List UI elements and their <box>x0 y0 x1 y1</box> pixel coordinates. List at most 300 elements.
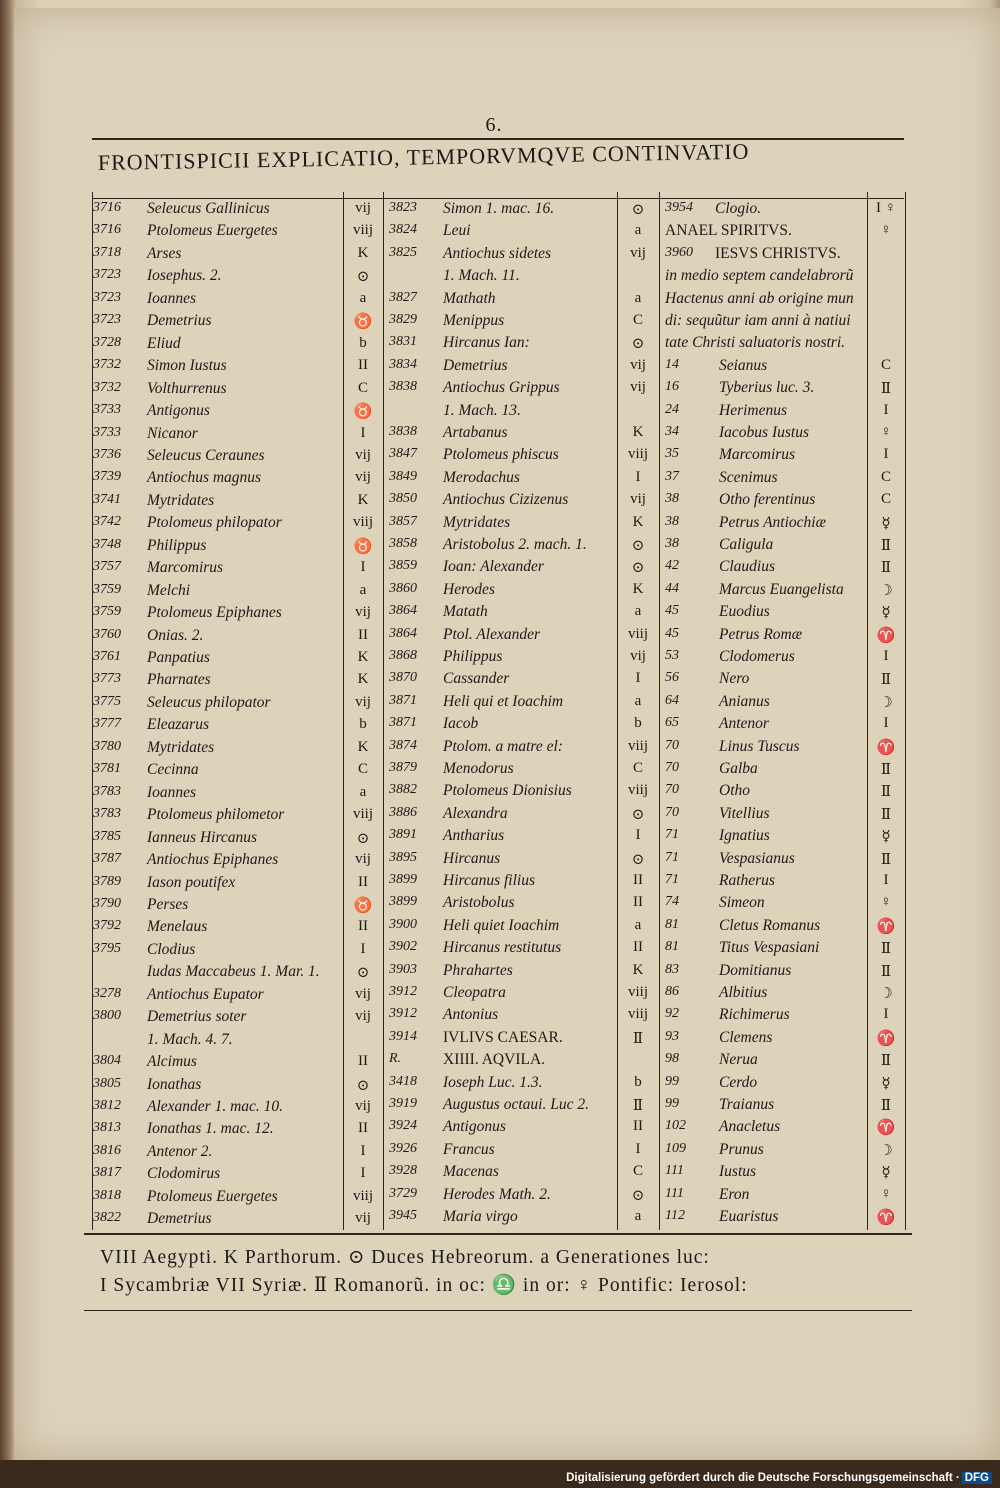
chronology-entry <box>665 670 865 693</box>
entry-mark: ♈ <box>876 627 896 644</box>
entry-year: 3773 <box>93 671 121 687</box>
entry-year: 3895 <box>389 849 417 865</box>
chronology-entry <box>93 761 343 784</box>
entry-name: Linus Tuscus <box>719 737 800 755</box>
entry-mark: K <box>632 424 644 440</box>
entry-mark: C <box>880 468 891 485</box>
entry-mark: vij <box>355 446 371 463</box>
entry-name: Arses <box>147 244 182 262</box>
entry-name: Demetrius <box>147 312 212 330</box>
chronology-entry <box>665 312 865 335</box>
entry-name: Clemens <box>719 1028 773 1046</box>
chronology-entry <box>93 559 343 582</box>
chronology-entry <box>389 693 617 716</box>
chronology-entry <box>93 447 343 470</box>
entry-year: 111 <box>665 1163 684 1179</box>
entry-mark: b <box>359 334 367 351</box>
entry-mark: viij <box>627 1006 648 1023</box>
chronology-entry <box>93 200 343 223</box>
entry-name: 1. Mach. 11. <box>443 267 520 285</box>
chronology-entry <box>93 425 343 448</box>
entry-name: Cassander <box>443 670 510 688</box>
chronology-entry <box>665 626 865 649</box>
entry-name: Nerua <box>719 1051 758 1069</box>
chronology-entry <box>93 267 343 290</box>
chronology-entry <box>665 424 865 447</box>
entry-mark: vij <box>355 200 371 216</box>
chronology-entry <box>93 335 343 358</box>
entry-name: Caligula <box>719 536 774 553</box>
chronology-entry <box>665 200 865 223</box>
entry-year: 99 <box>665 1096 679 1111</box>
entry-mark: Ⅱ <box>880 560 892 577</box>
entry-year: 3790 <box>93 895 121 911</box>
entry-year: 3792 <box>93 918 121 934</box>
entry-year: 3912 <box>389 984 417 999</box>
entry-name: Ioseph Luc. 1.3. <box>443 1073 543 1091</box>
entry-mark: II <box>358 1053 368 1070</box>
entry-mark: K <box>357 649 369 665</box>
entry-mark: I <box>883 446 889 463</box>
entry-mark: ♉ <box>353 538 373 555</box>
entry-name: Iudas Maccabeus 1. Mar. 1. <box>147 963 320 981</box>
entry-year: 3723 <box>93 289 121 305</box>
entry-mark: viij <box>627 737 648 754</box>
entry-mark: I <box>635 468 641 485</box>
entry-mark: b <box>634 1073 642 1090</box>
entry-mark: II <box>633 939 643 956</box>
entry-name: Hircanus filius <box>443 872 536 889</box>
entry-name: Demetrius soter <box>147 1008 247 1026</box>
chronology-entry <box>93 941 343 964</box>
chronology-entry <box>665 805 865 828</box>
entry-mark: a <box>634 916 642 933</box>
entry-mark: ♀ <box>880 1185 892 1202</box>
entry-mark: II <box>358 626 368 643</box>
entry-name: Antiochus Eupator <box>147 985 264 1003</box>
chronology-entry <box>389 536 617 559</box>
entry-mark: ☽ <box>879 1142 893 1159</box>
entry-mark: vij <box>630 379 646 396</box>
chronology-entry <box>389 827 617 850</box>
entry-mark: II <box>358 918 368 935</box>
entry-name: Iosephus. 2. <box>147 267 222 285</box>
entry-year: 98 <box>665 1051 679 1067</box>
chronology-entry <box>93 874 343 897</box>
entry-mark: II <box>633 894 643 911</box>
chronology-entry <box>665 1163 865 1186</box>
entry-mark: ♈ <box>876 739 896 756</box>
chronology-entry <box>93 312 343 335</box>
chronology-entry <box>665 558 865 581</box>
chronology-entry <box>389 267 617 290</box>
chronology-entry <box>389 424 617 447</box>
entry-name: Augustus octaui. Luc 2. <box>443 1096 589 1113</box>
entry-year: 34 <box>665 424 679 439</box>
entry-year: 70 <box>665 737 679 753</box>
chronology-entry <box>665 536 865 559</box>
chronology-entry <box>389 312 617 335</box>
entry-mark: ☿ <box>881 1075 891 1092</box>
entry-name: Seianus <box>719 356 768 374</box>
chronology-entry <box>93 739 343 762</box>
entry-year: 3781 <box>93 761 121 777</box>
entry-name: Simon 1. mac. 16. <box>443 200 555 217</box>
entry-name: Albitius <box>719 984 768 1001</box>
chronology-entry <box>93 1143 343 1166</box>
page-title: FRONTISPICII EXPLICATIO, TEMPORVMQVE CONTINVATIO <box>97 138 750 175</box>
entry-name: Ianneus Hircanus <box>147 828 258 846</box>
entry-year: 3761 <box>93 649 121 664</box>
entry-mark: a <box>359 289 367 306</box>
entry-year: 71 <box>665 849 679 865</box>
entry-name: Cerdo <box>719 1073 758 1091</box>
entry-mark: ⊙ <box>356 1077 370 1094</box>
entry-name: Claudius <box>719 558 775 576</box>
legend <box>100 1244 910 1300</box>
entry-name: Menippus <box>443 312 505 329</box>
chronology-entry <box>665 648 865 671</box>
entry-year: 3847 <box>389 446 417 462</box>
entry-name: Ptolom. a matre el: <box>443 737 563 755</box>
entry-mark: ♀ <box>880 424 892 440</box>
entry-year: 37 <box>665 468 679 484</box>
entry-year: 3822 <box>93 1210 121 1226</box>
chronology-entry <box>665 782 865 805</box>
entry-name: Alexandra <box>443 804 508 822</box>
entry-mark: I <box>883 715 889 732</box>
entry-year: 3882 <box>389 782 417 798</box>
entry-mark: a <box>359 581 367 598</box>
entry-name: Perses <box>147 895 189 913</box>
entry-name: Alexander 1. mac. 10. <box>147 1098 284 1115</box>
entry-name: Onias. 2. <box>147 626 204 644</box>
entry-mark: I <box>635 1140 641 1157</box>
entry-name: Macenas <box>443 1163 499 1181</box>
entry-year: 3903 <box>389 961 417 977</box>
chronology-entry <box>665 872 865 895</box>
entry-year: 45 <box>665 603 679 619</box>
chronology-entry <box>93 671 343 694</box>
chronology-entry <box>389 984 617 1007</box>
entry-name: Traianus <box>719 1096 775 1113</box>
entry-year: 3886 <box>389 804 417 820</box>
legend-line-1: VIII Aegypti. K Parthorum. ⊙ Duces Hebreorum. a Generationes luc: <box>100 1247 710 1268</box>
entry-name: Petrus Romæ <box>719 625 803 643</box>
entry-mark: Ⅱ <box>880 784 892 801</box>
entry-year: 3759 <box>93 604 121 620</box>
chronology-entry <box>93 896 343 919</box>
entry-mark: viij <box>352 806 373 823</box>
entry-year: 3783 <box>93 783 121 799</box>
chronology-entry <box>93 851 343 874</box>
chronology-entry <box>665 738 865 761</box>
entry-name: Ratherus <box>719 872 775 889</box>
entry-name: Aristobolus 2. mach. 1. <box>443 536 587 553</box>
entry-mark: C <box>357 761 368 778</box>
entry-mark: Ⅱ <box>632 1030 644 1047</box>
entry-year: 3919 <box>389 1096 417 1111</box>
entry-mark: Ⅱ <box>880 762 892 778</box>
entry-mark: a <box>634 603 642 620</box>
entry-mark: ☽ <box>879 986 893 1002</box>
chronology-entry <box>93 1031 343 1054</box>
chronology-entry <box>389 917 617 940</box>
entry-year: 3759 <box>93 581 121 597</box>
entry-year: 3926 <box>389 1140 417 1156</box>
entry-mark: Ⅱ <box>880 381 892 398</box>
entry-name: Pharnates <box>147 671 211 689</box>
chronology-entry <box>389 581 617 604</box>
entry-mark: I <box>883 401 889 418</box>
entry-mark: a <box>634 289 642 306</box>
chronology-entry <box>93 604 343 627</box>
chronology-entry <box>665 1208 865 1231</box>
entry-name: Ptolomeus Epiphanes <box>147 604 282 622</box>
chronology-entry <box>665 267 865 290</box>
chronology-entry <box>665 917 865 940</box>
chronology-entry <box>389 939 617 962</box>
chronology-entry <box>665 984 865 1007</box>
entry-name: Philippus <box>147 536 207 554</box>
entry-year: 3816 <box>93 1142 121 1158</box>
entry-name: Petrus Antiochiæ <box>719 513 826 531</box>
chronology-entry <box>389 290 617 313</box>
entry-year: 3789 <box>93 873 121 889</box>
entry-name: Matath <box>443 603 488 621</box>
entry-year: 81 <box>665 916 679 932</box>
entry-mark: I <box>360 424 366 441</box>
entry-year: 71 <box>665 872 679 887</box>
entry-name: Antharius <box>443 827 505 845</box>
page-number: 6. <box>485 114 503 136</box>
entry-name: 1. Mach. 4. 7. <box>147 1030 233 1048</box>
chronology-entry <box>665 402 865 425</box>
entry-mark: ☿ <box>881 605 891 622</box>
entry-name: Clodomirus <box>147 1165 221 1183</box>
entry-year: 99 <box>665 1073 679 1089</box>
entry-year: 3891 <box>389 827 417 843</box>
entry-name: Galba <box>719 760 758 777</box>
entry-mark: I <box>360 1142 366 1159</box>
entry-year: 3818 <box>93 1187 121 1203</box>
entry-year: 3723 <box>93 312 121 328</box>
entry-year: 3800 <box>93 1008 121 1024</box>
entry-year: 3954 <box>665 200 693 215</box>
entry-name: Vespasianus <box>719 849 795 867</box>
entry-mark: a <box>634 222 642 239</box>
entry-mark: C <box>632 760 643 776</box>
entry-mark: K <box>357 491 369 508</box>
entry-mark: C <box>632 1163 643 1180</box>
entry-year: 3718 <box>93 244 121 260</box>
entry-year: 42 <box>665 558 679 574</box>
entry-mark: vij <box>630 356 646 373</box>
entry-mark: C <box>357 379 368 396</box>
entry-name: Otho ferentinus <box>719 491 816 509</box>
entry-year: 3914 <box>389 1028 417 1044</box>
legend-rule <box>84 1310 912 1311</box>
entry-mark: ♈ <box>876 918 896 935</box>
entry-year: 3787 <box>93 851 121 867</box>
chronology-entry <box>665 290 865 313</box>
entry-year: 3741 <box>93 491 121 507</box>
chronology-entry <box>93 1098 343 1121</box>
entry-mark: vij <box>630 648 646 664</box>
entry-name: Marcomirus <box>719 446 796 464</box>
chronology-entry <box>389 514 617 537</box>
entry-year: 3783 <box>93 806 121 822</box>
chronology-entry <box>93 380 343 403</box>
entry-year: 3723 <box>93 267 121 283</box>
column-divider <box>659 192 660 1230</box>
entry-year: 70 <box>665 804 679 820</box>
entry-year: 3736 <box>93 446 121 462</box>
entry-name: Alcimus <box>147 1053 197 1071</box>
entry-mark: K <box>632 580 644 597</box>
entry-year: 3732 <box>93 379 121 395</box>
entry-name: Tyberius luc. 3. <box>719 379 815 397</box>
chronology-entry <box>665 581 865 604</box>
entry-year: 3748 <box>93 536 121 552</box>
chronology-entry <box>665 514 865 537</box>
chronology-entry <box>389 379 617 402</box>
chronology-entry <box>665 245 865 268</box>
entry-name: Mathath <box>443 289 496 307</box>
entry-year: 3838 <box>389 379 417 395</box>
entry-year: 3864 <box>389 625 417 641</box>
entry-name: Hactenus anni ab origine mun <box>665 289 854 307</box>
entry-mark: a <box>359 783 367 800</box>
entry-year: 3945 <box>389 1208 417 1223</box>
entry-year: 38 <box>665 491 679 507</box>
column-1 <box>93 192 343 1230</box>
entry-name: Seleucus Ceraunes <box>147 446 265 464</box>
entry-mark: ☽ <box>879 582 893 599</box>
entry-mark: K <box>632 961 644 978</box>
book-page <box>14 8 1000 1460</box>
entry-name: Mytridates <box>147 738 215 756</box>
entry-year: 3739 <box>93 469 121 485</box>
chronology-entry <box>389 402 617 425</box>
entry-name: Antigonus <box>443 1118 506 1136</box>
entry-year: 3817 <box>93 1165 121 1181</box>
entry-name: Iason poutifex <box>147 873 236 891</box>
chronology-entry <box>389 670 617 693</box>
entry-name: Euaristus <box>719 1208 779 1225</box>
entry-mark: ♈ <box>876 1030 896 1047</box>
entry-year: 3829 <box>389 312 417 327</box>
entry-mark: C <box>880 491 891 508</box>
entry-name: Ioan: Alexander <box>443 558 544 576</box>
entry-mark: viij <box>627 625 648 642</box>
entry-name: Antiochus sidetes <box>443 244 552 262</box>
entry-name: Vitellius <box>719 804 770 822</box>
chronology-entry <box>389 715 617 738</box>
chronology-entry <box>665 1096 865 1119</box>
chronology-entry <box>389 760 617 783</box>
entry-mark: vij <box>355 851 371 868</box>
chronology-entry <box>389 962 617 985</box>
entry-year: 3716 <box>93 222 121 238</box>
chronology-entry <box>93 402 343 425</box>
entry-name: Eleazarus <box>147 716 209 734</box>
entry-mark: Ⅱ <box>880 672 892 689</box>
chronology-entry <box>93 649 343 672</box>
entry-mark: vij <box>355 469 371 486</box>
entry-year: 65 <box>665 715 679 731</box>
entry-year: 3742 <box>93 514 121 530</box>
entry-year: 64 <box>665 692 679 708</box>
chronology-entry <box>665 469 865 492</box>
entry-name: Antiochus Epiphanes <box>147 851 279 869</box>
entry-mark: ⊙ <box>631 202 645 218</box>
chronology-entry <box>665 939 865 962</box>
entry-year: 86 <box>665 984 679 999</box>
entry-name: Antiochus magnus <box>147 469 262 487</box>
entry-mark: ♉ <box>353 404 373 421</box>
entry-mark: viij <box>627 446 648 463</box>
entry-name: IVLIVS CAESAR. <box>443 1028 563 1046</box>
entry-mark: Ⅱ <box>880 941 892 958</box>
entry-name: Ptolomeus Euergetes <box>147 222 278 240</box>
chronology-entry <box>93 469 343 492</box>
entry-name: Ionathas 1. mac. 12. <box>147 1120 274 1138</box>
chronology-entry <box>389 334 617 357</box>
chronology-entry <box>665 1029 865 1052</box>
entry-year: 3858 <box>389 536 417 551</box>
entry-name: Cletus Romanus <box>719 916 821 934</box>
entry-name: Prunus <box>719 1140 764 1158</box>
chronology-entry <box>93 245 343 268</box>
entry-year: 112 <box>665 1208 685 1223</box>
entry-name: Heli qui et Ioachim <box>443 692 564 710</box>
entry-name: Ptolomeus Euergetes <box>147 1187 278 1205</box>
entry-name: Anianus <box>719 692 770 710</box>
entry-mark: Ⅱ <box>632 1098 644 1114</box>
entry-name: Ptolomeus philopator <box>147 514 282 532</box>
entry-mark: ☿ <box>881 515 891 532</box>
entry-year: 3868 <box>389 648 417 663</box>
column-2 <box>389 192 617 1230</box>
chronology-entry <box>665 1141 865 1164</box>
entry-year: 3850 <box>389 491 417 507</box>
entry-mark: C <box>880 356 891 373</box>
column-2-marks <box>617 192 659 1230</box>
entry-year: 3729 <box>389 1185 417 1201</box>
entry-mark: a <box>634 692 642 709</box>
entry-mark: ⊙ <box>631 851 645 868</box>
entry-name: Antigonus <box>147 402 210 420</box>
entry-year: 71 <box>665 827 679 843</box>
entry-year: 3924 <box>389 1118 417 1134</box>
entry-name: Cecinna <box>147 761 199 779</box>
entry-year: 3757 <box>93 559 121 575</box>
entry-mark: C <box>632 312 643 328</box>
chronology-entry <box>389 805 617 828</box>
entry-mark: ♀ <box>880 222 892 239</box>
chronology-entry <box>665 715 865 738</box>
entry-year: 3902 <box>389 939 417 955</box>
chronology-entry <box>93 582 343 605</box>
entry-name: Antonius <box>443 1006 499 1024</box>
entry-year: 3899 <box>389 872 417 887</box>
entry-name: Ioannes <box>147 783 197 801</box>
entry-year: 3871 <box>389 715 417 731</box>
chronology-entry <box>665 760 865 783</box>
chronology-entry <box>93 514 343 537</box>
chronology-entry <box>665 693 865 716</box>
